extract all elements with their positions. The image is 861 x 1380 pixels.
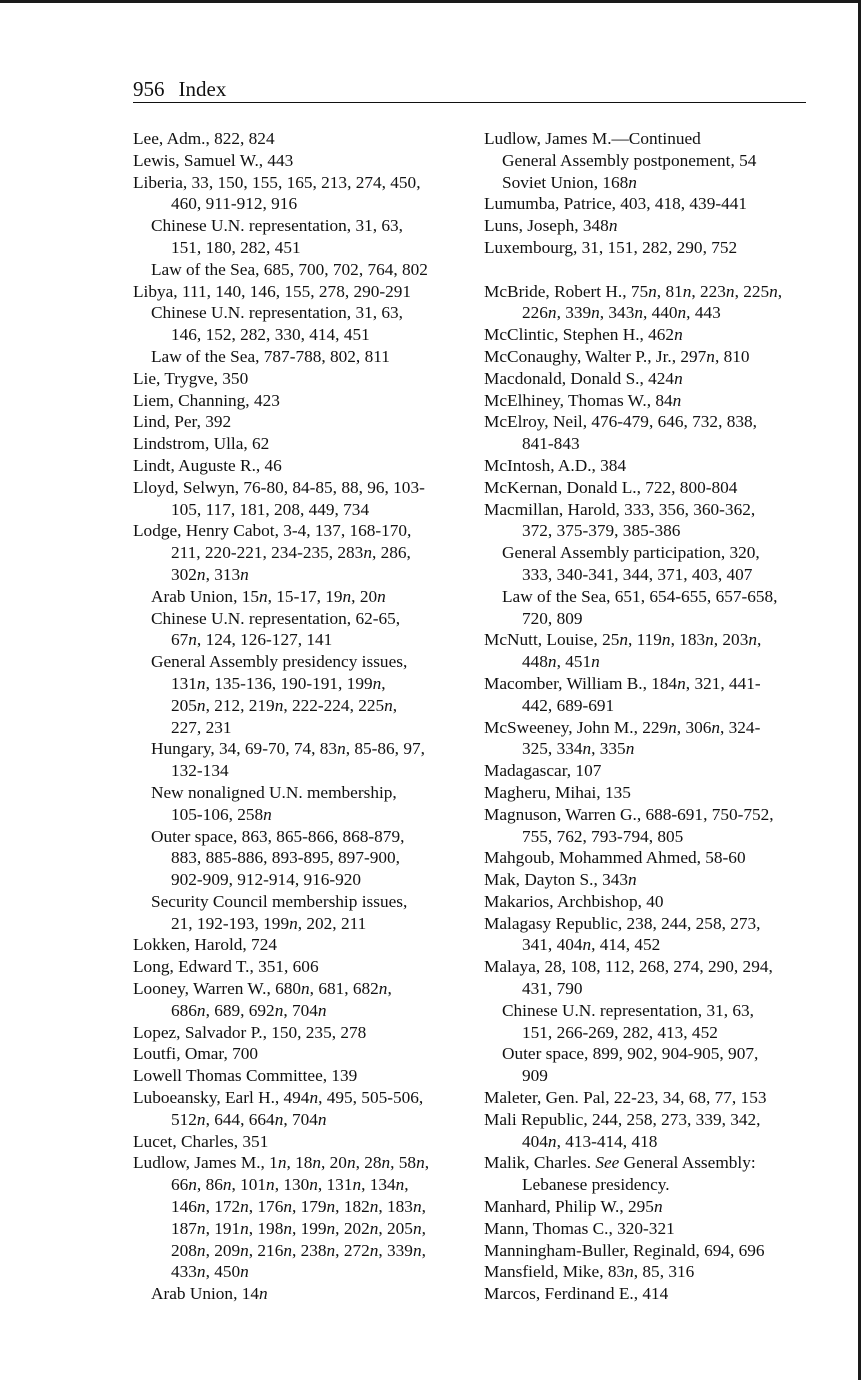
index-entry-continuation: 431, 790 bbox=[522, 979, 583, 999]
index-entry-continuation: 105, 117, 181, 208, 449, 734 bbox=[171, 499, 370, 519]
index-entry-continuation: 341, 404n, 414, 452 bbox=[522, 935, 661, 955]
index-entry: Lindstrom, Ulla, 62 bbox=[133, 434, 270, 454]
index-subentry: Chinese U.N. representation, 31, 63, bbox=[151, 303, 403, 323]
index-entry: Lind, Per, 392 bbox=[133, 412, 232, 432]
index-entry-continuation: 686n, 689, 692n, 704n bbox=[171, 1000, 327, 1020]
index-column-right bbox=[484, 128, 814, 1305]
index-entry: Mak, Dayton S., 343n bbox=[484, 870, 637, 890]
index-entry: Lee, Adm., 822, 824 bbox=[133, 129, 275, 148]
index-entry-continuation: 227, 231 bbox=[171, 717, 232, 737]
index-entry: Macdonald, Donald S., 424n bbox=[484, 368, 683, 388]
index-entry-continuation: 146n, 172n, 176n, 179n, 182n, 183n, bbox=[171, 1197, 426, 1217]
index-entry-continuation: 151, 266-269, 282, 413, 452 bbox=[522, 1022, 718, 1042]
index-entry-continuation: 302n, 313n bbox=[171, 564, 249, 584]
index-entry: Lumumba, Patrice, 403, 418, 439-441 bbox=[484, 194, 748, 214]
index-subentry: Security Council membership issues, bbox=[151, 891, 408, 911]
index-entry-continuation: 205n, 212, 219n, 222-224, 225n, bbox=[171, 695, 398, 715]
index-entry: Liem, Channing, 423 bbox=[133, 390, 280, 410]
index-entry: Liberia, 33, 150, 155, 165, 213, 274, 450, bbox=[133, 172, 421, 192]
index-entry: Madagascar, 107 bbox=[484, 761, 602, 781]
index-entry-continuation: 21, 192-193, 199n, 202, 211 bbox=[171, 913, 367, 933]
index-entry-continuation: 433n, 450n bbox=[171, 1262, 249, 1282]
index-entry: McBride, Robert H., 75n, 81n, 223n, 225n, bbox=[484, 281, 783, 301]
index-entry-continuation: 372, 375-379, 385-386 bbox=[522, 521, 681, 541]
index-entry: McElhiney, Thomas W., 84n bbox=[484, 390, 682, 410]
index-entry: McIntosh, A.D., 384 bbox=[484, 455, 627, 475]
index-entry-continuation: 208n, 209n, 216n, 238n, 272n, 339n, bbox=[171, 1240, 426, 1260]
index-entry-continuation: 151, 180, 282, 451 bbox=[171, 237, 301, 257]
index-entry-continuation: 226n, 339n, 343n, 440n, 443 bbox=[522, 303, 721, 323]
index-entry-continuation: 67n, 124, 126-127, 141 bbox=[171, 630, 333, 650]
index-entry: Malik, Charles. See General Assembly: bbox=[484, 1153, 756, 1173]
index-entry: Libya, 111, 140, 146, 155, 278, 290-291 bbox=[133, 281, 412, 301]
index-subentry: Hungary, 34, 69-70, 74, 83n, 85-86, 97, bbox=[151, 739, 425, 759]
page-number: 956 bbox=[133, 77, 165, 101]
index-entry-continuation: 105-106, 258n bbox=[171, 804, 272, 824]
index-subentry: Law of the Sea, 651, 654-655, 657-658, bbox=[502, 586, 778, 606]
index-entry: Lowell Thomas Committee, 139 bbox=[133, 1066, 358, 1086]
index-subentry: General Assembly participation, 320, bbox=[502, 543, 760, 563]
index-entry-continuation: 841-843 bbox=[522, 434, 580, 454]
index-entry-continuation: 460, 911-912, 916 bbox=[171, 194, 298, 214]
index-entry-continuation: 883, 885-886, 893-895, 897-900, bbox=[171, 848, 400, 868]
index-entry-continuation: 131n, 135-136, 190-191, 199n, bbox=[171, 673, 386, 693]
index-subentry: Chinese U.N. representation, 31, 63, bbox=[502, 1000, 754, 1020]
index-entry: Lucet, Charles, 351 bbox=[133, 1131, 269, 1151]
index-entry-continuation: 404n, 413-414, 418 bbox=[522, 1131, 658, 1151]
index-entry-continuation: 146, 152, 282, 330, 414, 451 bbox=[171, 325, 370, 345]
page-title: Index bbox=[178, 77, 227, 101]
index-entry: McKernan, Donald L., 722, 800-804 bbox=[484, 477, 738, 497]
index-subentry: General Assembly postponement, 54 bbox=[502, 150, 757, 170]
index-entry: Macmillan, Harold, 333, 356, 360-362, bbox=[484, 499, 756, 519]
index-entry: Macomber, William B., 184n, 321, 441- bbox=[484, 673, 761, 693]
index-subentry: Law of the Sea, 685, 700, 702, 764, 802 bbox=[151, 259, 428, 279]
index-section-gap bbox=[484, 259, 814, 281]
index-entry-continuation: Lebanese presidency. bbox=[522, 1175, 670, 1195]
index-entry: Lie, Trygve, 350 bbox=[133, 368, 249, 388]
index-entry: McNutt, Louise, 25n, 119n, 183n, 203n, bbox=[484, 630, 762, 650]
index-entry: Ludlow, James M., 1n, 18n, 20n, 28n, 58n, bbox=[133, 1153, 430, 1173]
index-entry: Lloyd, Selwyn, 76-80, 84-85, 88, 96, 103- bbox=[133, 477, 425, 497]
index-entry: Ludlow, James M.—Continued bbox=[484, 129, 701, 148]
index-entry-continuation: 187n, 191n, 198n, 199n, 202n, 205n, bbox=[171, 1218, 426, 1238]
index-entry-continuation: 512n, 644, 664n, 704n bbox=[171, 1109, 327, 1129]
index-entry: McElroy, Neil, 476-479, 646, 732, 838, bbox=[484, 412, 757, 432]
index-subentry: Outer space, 863, 865-866, 868-879, bbox=[151, 826, 405, 846]
index-entry: Mansfield, Mike, 83n, 85, 316 bbox=[484, 1262, 695, 1282]
index-subentry: Law of the Sea, 787-788, 802, 811 bbox=[151, 346, 390, 366]
index-subentry: Arab Union, 14n bbox=[151, 1284, 268, 1304]
index-entry-continuation: 902-909, 912-914, 916-920 bbox=[171, 870, 362, 890]
index-entry: McClintic, Stephen H., 462n bbox=[484, 325, 683, 345]
index-entry-continuation: 442, 689-691 bbox=[522, 695, 615, 715]
index-entry: Magnuson, Warren G., 688-691, 750-752, bbox=[484, 804, 774, 824]
index-subentry: Arab Union, 15n, 15-17, 19n, 20n bbox=[151, 586, 386, 606]
index-entry-continuation: 132-134 bbox=[171, 761, 229, 781]
index-entry: Manningham-Buller, Reginald, 694, 696 bbox=[484, 1240, 765, 1260]
index-entry-continuation: 755, 762, 793-794, 805 bbox=[522, 826, 684, 846]
index-entry-continuation: 66n, 86n, 101n, 130n, 131n, 134n, bbox=[171, 1175, 409, 1195]
index-entry: Loutfi, Omar, 700 bbox=[133, 1044, 259, 1064]
index-entry: Lodge, Henry Cabot, 3-4, 137, 168-170, bbox=[133, 521, 412, 541]
index-entry: Luns, Joseph, 348n bbox=[484, 216, 618, 236]
index-subentry: Outer space, 899, 902, 904-905, 907, bbox=[502, 1044, 759, 1064]
index-entry: McSweeney, John M., 229n, 306n, 324- bbox=[484, 717, 761, 737]
index-subentry: Soviet Union, 168n bbox=[502, 172, 637, 192]
index-entry: Looney, Warren W., 680n, 681, 682n, bbox=[133, 979, 392, 999]
index-column-left bbox=[133, 128, 473, 1305]
index-entry-continuation: 325, 334n, 335n bbox=[522, 739, 635, 759]
index-entry: Mann, Thomas C., 320-321 bbox=[484, 1218, 675, 1238]
index-entry: Long, Edward T., 351, 606 bbox=[133, 957, 319, 977]
index-entry: Malaya, 28, 108, 112, 268, 274, 290, 294, bbox=[484, 957, 773, 977]
index-entry: Magheru, Mihai, 135 bbox=[484, 782, 631, 802]
index-entry: Marcos, Ferdinand E., 414 bbox=[484, 1284, 669, 1304]
index-subentry: General Assembly presidency issues, bbox=[151, 652, 408, 672]
index-entry: Lokken, Harold, 724 bbox=[133, 935, 277, 955]
index-entry: Luxembourg, 31, 151, 282, 290, 752 bbox=[484, 237, 738, 257]
index-entry: Manhard, Philip W., 295n bbox=[484, 1197, 663, 1217]
index-entry: Malagasy Republic, 238, 244, 258, 273, bbox=[484, 913, 761, 933]
scan-border-top bbox=[0, 0, 861, 3]
index-subentry: Chinese U.N. representation, 31, 63, bbox=[151, 216, 403, 236]
index-subentry: New nonaligned U.N. membership, bbox=[151, 782, 397, 802]
index-entry: Lindt, Auguste R., 46 bbox=[133, 455, 282, 475]
index-entry: Lewis, Samuel W., 443 bbox=[133, 150, 294, 170]
index-entry-continuation: 448n, 451n bbox=[522, 652, 600, 672]
index-subentry: Chinese U.N. representation, 62-65, bbox=[151, 608, 401, 628]
index-entry-continuation: 211, 220-221, 234-235, 283n, 286, bbox=[171, 543, 411, 563]
index-entry: Mahgoub, Mohammed Ahmed, 58-60 bbox=[484, 848, 746, 868]
running-header bbox=[133, 76, 806, 103]
index-entry: Luboeansky, Earl H., 494n, 495, 505-506, bbox=[133, 1088, 424, 1108]
index-entry-continuation: 720, 809 bbox=[522, 608, 583, 628]
index-entry: Maleter, Gen. Pal, 22-23, 34, 68, 77, 153 bbox=[484, 1088, 767, 1108]
index-entry-continuation: 909 bbox=[522, 1066, 548, 1086]
index-entry: Makarios, Archbishop, 40 bbox=[484, 891, 664, 911]
index-entry: McConaughy, Walter P., Jr., 297n, 810 bbox=[484, 346, 750, 366]
index-entry-continuation: 333, 340-341, 344, 371, 403, 407 bbox=[522, 564, 753, 584]
index-entry: Lopez, Salvador P., 150, 235, 278 bbox=[133, 1022, 367, 1042]
index-entry: Mali Republic, 244, 258, 273, 339, 342, bbox=[484, 1109, 761, 1129]
